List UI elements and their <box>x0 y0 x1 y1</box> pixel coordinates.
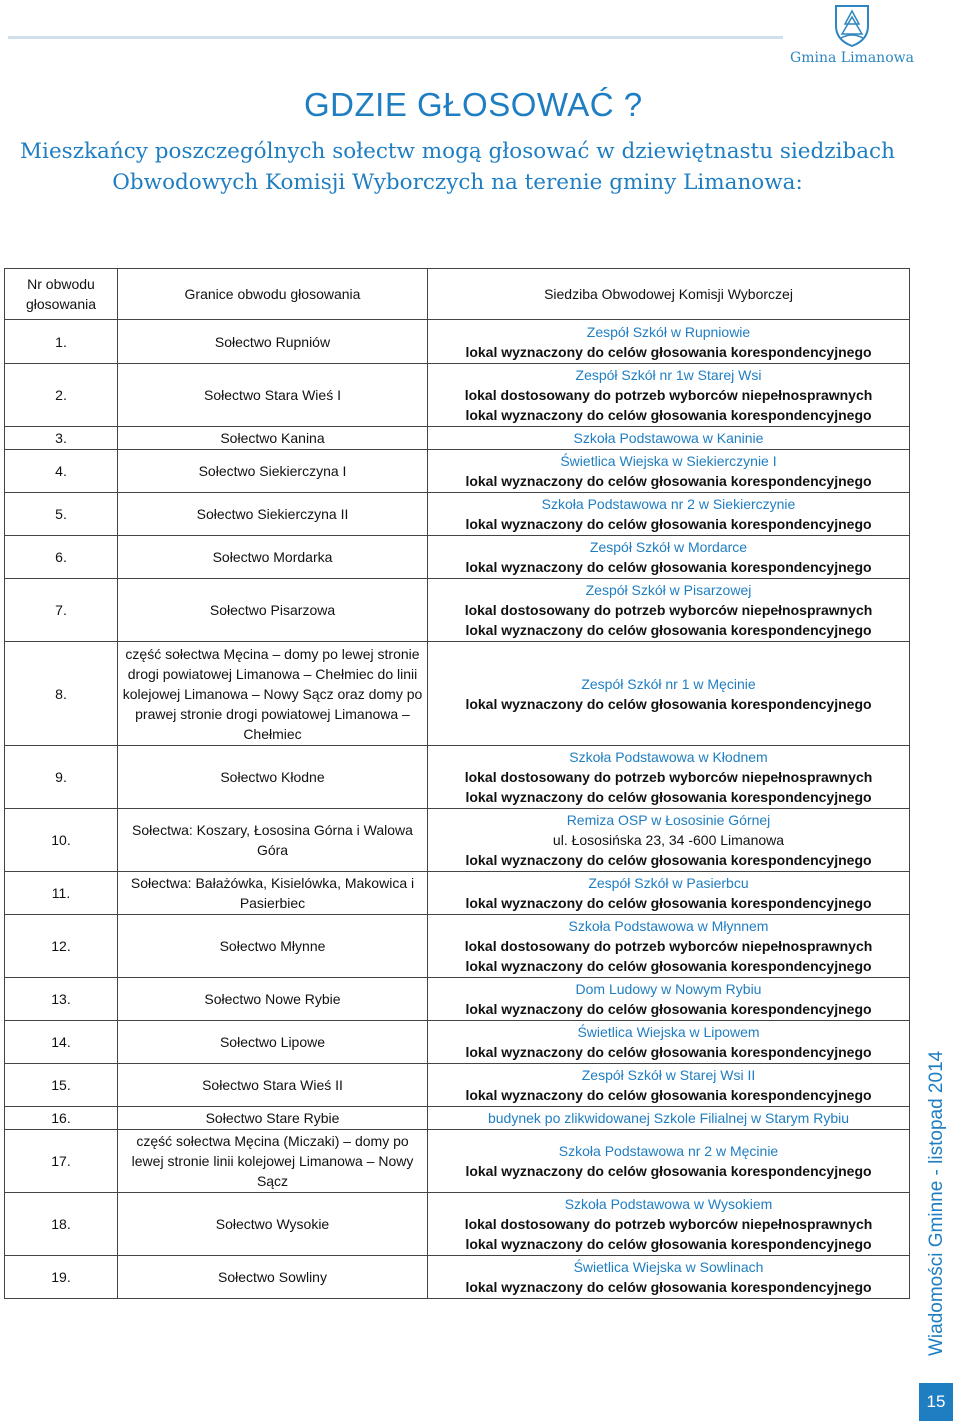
office-name: Zespół Szkół w Rupniowie <box>586 323 751 340</box>
row-area: Sołectwo Siekierczyna II <box>118 493 428 536</box>
office-note: lokal dostosowany do potrzeb wyborców niepełnosprawnych <box>464 387 873 403</box>
office-name: Szkoła Podstawowa w Wysokiem <box>564 1196 773 1212</box>
row-office <box>428 536 910 579</box>
table-row <box>5 364 910 427</box>
row-number: 10. <box>5 809 118 872</box>
row-area: Sołectwo Młynne <box>118 915 428 978</box>
row-number: 14. <box>5 1021 118 1064</box>
office-name: Szkoła Podstawowa w Młynnem <box>568 918 769 934</box>
office-name: Zespół Szkół nr 1w Starej Wsi <box>575 367 762 383</box>
sidebar-vertical-text: Wiadomości Gminne - listopad 2014 <box>926 1050 947 1356</box>
row-number: 5. <box>5 493 118 536</box>
office-note: lokal wyznaczony do celów głosowania korespondencyjnego <box>465 895 872 911</box>
header-office: Siedziba Obwodowej Komisji Wyborczej <box>428 269 910 320</box>
row-office <box>428 746 910 809</box>
row-office <box>428 1130 910 1193</box>
row-area: część sołectwa Męcina – domy po lewej stronie drogi powiatowej Limanowa – Chełmiec do linii kolejowej Limanowa – Nowy Sącz oraz domy po prawej stronie drogi powiatowej Limanowa – Chełmiec <box>118 642 428 746</box>
row-office <box>428 493 910 536</box>
row-office <box>428 915 910 978</box>
polling-stations-table <box>4 268 910 1299</box>
row-area: Sołectwo Kanina <box>118 427 428 450</box>
table-row <box>5 1193 910 1256</box>
office-note: lokal wyznaczony do celów głosowania korespondencyjnego <box>465 1044 872 1060</box>
row-number: 11. <box>5 872 118 915</box>
table-row <box>5 320 910 364</box>
intro-line: Mieszkańcy poszczególnych sołectw mogą głosować w dziewiętnastu siedzibach <box>20 139 895 164</box>
row-number: 8. <box>5 642 118 746</box>
office-name: Świetlica Wiejska w Sowlinach <box>573 1259 764 1275</box>
office-name: Zespół Szkół w Pisarzowej <box>585 582 752 598</box>
table-row <box>5 1130 910 1193</box>
row-number: 19. <box>5 1256 118 1299</box>
row-office <box>428 1064 910 1107</box>
row-office <box>428 872 910 915</box>
row-area: Sołectwo Stara Wieś II <box>118 1064 428 1107</box>
row-area: Sołectwo Wysokie <box>118 1193 428 1256</box>
row-number: 18. <box>5 1193 118 1256</box>
row-area: Sołectwo Siekierczyna I <box>118 450 428 493</box>
office-name: Zespół Szkół w Starej Wsi II <box>581 1067 756 1083</box>
row-number: 9. <box>5 746 118 809</box>
page-number: 15 <box>919 1383 953 1421</box>
office-name: Zespół Szkół w Mordarce <box>589 539 748 555</box>
intro-text <box>0 136 915 198</box>
table-row <box>5 579 910 642</box>
office-note: lokal wyznaczony do celów głosowania korespondencyjnego <box>465 1236 872 1252</box>
row-number: 15. <box>5 1064 118 1107</box>
row-number: 7. <box>5 579 118 642</box>
row-area: Sołectwo Pisarzowa <box>118 579 428 642</box>
row-office <box>428 579 910 642</box>
row-office <box>428 364 910 427</box>
row-area: Sołectwo Nowe Rybie <box>118 978 428 1021</box>
row-office <box>428 1256 910 1299</box>
row-office <box>428 450 910 493</box>
office-name: Szkoła Podstawowa nr 2 w Siekierczynie <box>541 496 796 512</box>
row-area: część sołectwa Męcina (Miczaki) – domy po lewej stronie linii kolejowej Limanowa – Nowy Sącz <box>118 1130 428 1193</box>
office-note: lokal wyznaczony do celów głosowania korespondencyjnego <box>465 1279 872 1295</box>
office-note: lokal wyznaczony do celów głosowania korespondencyjnego <box>465 852 872 868</box>
row-number: 16. <box>5 1107 118 1130</box>
row-area: Sołectwo Sowliny <box>118 1256 428 1299</box>
office-note: lokal wyznaczony do celów głosowania korespondencyjnego <box>465 1001 872 1017</box>
header-rule <box>8 36 783 39</box>
row-number: 12. <box>5 915 118 978</box>
logo-text: Gmina Limanowa <box>790 50 914 66</box>
row-office <box>428 809 910 872</box>
row-area: Sołectwo Lipowe <box>118 1021 428 1064</box>
table-row <box>5 642 910 746</box>
office-note: lokal wyznaczony do celów głosowania korespondencyjnego <box>465 343 872 360</box>
table-row <box>5 1256 910 1299</box>
office-name: Szkoła Podstawowa w Kaninie <box>573 430 764 446</box>
intro-line: Obwodowych Komisji Wyborczych na terenie gminy Limanowa: <box>112 170 803 195</box>
row-area: Sołectwo Kłodne <box>118 746 428 809</box>
table-row <box>5 978 910 1021</box>
office-note: lokal wyznaczony do celów głosowania korespondencyjnego <box>465 516 872 532</box>
row-office <box>428 427 910 450</box>
office-note: lokal wyznaczony do celów głosowania korespondencyjnego <box>465 407 872 423</box>
office-note: lokal dostosowany do potrzeb wyborców niepełnosprawnych <box>464 769 873 785</box>
row-office <box>428 642 910 746</box>
row-number: 17. <box>5 1130 118 1193</box>
table-row <box>5 1107 910 1130</box>
row-office <box>428 1193 910 1256</box>
row-number: 3. <box>5 427 118 450</box>
office-note: lokal wyznaczony do celów głosowania korespondencyjnego <box>465 473 872 489</box>
gmina-logo <box>790 2 914 70</box>
office-note: lokal wyznaczony do celów głosowania korespondencyjnego <box>465 958 872 974</box>
office-note: lokal wyznaczony do celów głosowania korespondencyjnego <box>465 1087 872 1103</box>
office-name: Zespół Szkół nr 1 w Męcinie <box>581 675 756 692</box>
office-name: Szkoła Podstawowa nr 2 w Męcinie <box>558 1143 779 1159</box>
office-name: Świetlica Wiejska w Siekierczynie I <box>560 453 777 469</box>
row-area: Sołectwo Stara Wieś I <box>118 364 428 427</box>
office-name: Szkoła Podstawowa w Kłodnem <box>569 749 768 765</box>
office-name: Remiza OSP w Łososinie Górnej <box>566 812 771 828</box>
table-row <box>5 872 910 915</box>
office-name: Zespół Szkół w Pasierbcu <box>588 875 749 891</box>
coat-of-arms-icon <box>832 2 872 48</box>
table-row <box>5 427 910 450</box>
office-note: lokal wyznaczony do celów głosowania korespondencyjnego <box>465 622 872 638</box>
table-row <box>5 493 910 536</box>
office-note: lokal wyznaczony do celów głosowania korespondencyjnego <box>465 789 872 805</box>
row-area: Sołectwo Rupniów <box>118 320 428 364</box>
row-area: Sołectwo Mordarka <box>118 536 428 579</box>
row-office <box>428 1021 910 1064</box>
row-office <box>428 320 910 364</box>
office-note: ul. Łososińska 23, 34 -600 Limanowa <box>552 832 785 848</box>
table-header-row <box>5 269 910 320</box>
table-row <box>5 1064 910 1107</box>
office-note: lokal wyznaczony do celów głosowania korespondencyjnego <box>465 1163 872 1179</box>
table-row <box>5 809 910 872</box>
row-office <box>428 1107 910 1130</box>
row-area: Sołectwo Stare Rybie <box>118 1107 428 1130</box>
page-title: GDZIE GŁOSOWAĆ ? <box>304 86 643 123</box>
office-note: lokal wyznaczony do celów głosowania korespondencyjnego <box>465 695 872 712</box>
table-row <box>5 915 910 978</box>
row-area: Sołectwa: Koszary, Łososina Górna i Walowa Góra <box>118 809 428 872</box>
table-row <box>5 746 910 809</box>
office-note: lokal dostosowany do potrzeb wyborców niepełnosprawnych <box>464 1216 873 1232</box>
header-number: Nr obwodu głosowania <box>5 269 118 320</box>
row-area: Sołectwa: Bałażówka, Kisielówka, Makowica i Pasierbiec <box>118 872 428 915</box>
table-row <box>5 536 910 579</box>
row-number: 1. <box>5 320 118 364</box>
office-note: lokal dostosowany do potrzeb wyborców niepełnosprawnych <box>464 938 873 954</box>
vertical-footer-text <box>912 1040 958 1358</box>
office-name: Świetlica Wiejska w Lipowem <box>577 1024 760 1040</box>
row-office <box>428 978 910 1021</box>
office-note: lokal wyznaczony do celów głosowania korespondencyjnego <box>465 559 872 575</box>
row-number: 13. <box>5 978 118 1021</box>
header-area: Granice obwodu głosowania <box>118 269 428 320</box>
row-number: 4. <box>5 450 118 493</box>
table-row <box>5 450 910 493</box>
office-name: Dom Ludowy w Nowym Rybiu <box>575 981 762 997</box>
row-number: 2. <box>5 364 118 427</box>
table-body <box>5 320 910 1299</box>
row-number: 6. <box>5 536 118 579</box>
office-note: lokal dostosowany do potrzeb wyborców niepełnosprawnych <box>464 602 873 618</box>
table-row <box>5 1021 910 1064</box>
office-name: budynek po zlikwidowanej Szkole Filialnej w Starym Rybiu <box>487 1110 850 1126</box>
